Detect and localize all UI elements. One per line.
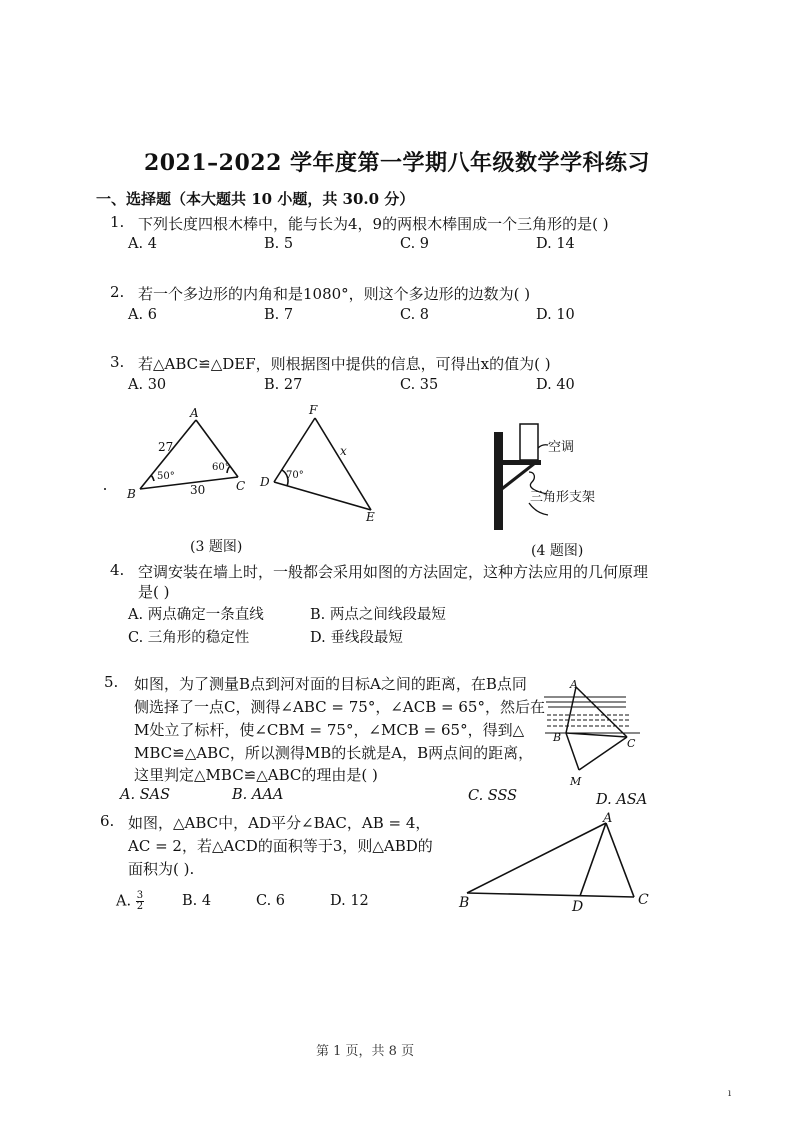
q6-line-3: 面积为( ). (128, 860, 195, 878)
triangle-def (274, 418, 371, 510)
q3-text: 若△ABC≌△DEF，则根据图中提供的信息，可得出x的值为( ) (138, 355, 551, 373)
wall (494, 432, 503, 530)
q3-option-a[interactable]: A. 30 (128, 377, 167, 393)
section-heading: 一、选择题（本大题共 10 小题，共 30.0 分） (96, 190, 415, 208)
q2-option-c[interactable]: C. 8 (400, 307, 430, 323)
angle-d-label: 70° (286, 470, 304, 481)
q1-option-b[interactable]: B. 5 (264, 236, 294, 252)
q1-option-c[interactable]: C. 9 (400, 236, 430, 252)
q1-number: 1. (110, 213, 125, 231)
q4-text-line2: 是( ) (138, 583, 170, 601)
vertex-c-label: C (236, 479, 246, 493)
q5-line-5: 这里判定△MBC≌△ABC的理由是( ) (134, 766, 378, 784)
page-footer: 第 1 页，共 8 页 (316, 1044, 415, 1059)
q5-line-2: 侧选择了一点C，测得∠ABC = 75°，∠ACB = 65°，然后在 (134, 698, 545, 716)
q1-option-d[interactable]: D. 14 (536, 236, 575, 252)
q5-option-c[interactable]: C. SSS (468, 788, 518, 804)
vertex-f-label: F (309, 403, 318, 417)
q3-option-d[interactable]: D. 40 (536, 377, 575, 393)
fig6-label-c: C (638, 892, 649, 908)
q6-option-d[interactable]: D. 12 (330, 893, 369, 909)
q3-option-c[interactable]: C. 35 (400, 377, 439, 393)
side-bc-label: 30 (190, 483, 206, 497)
q3-number: 3. (110, 353, 125, 371)
side-x-label: x (340, 444, 347, 458)
fig5-label-c: C (627, 737, 636, 750)
q5-option-a[interactable]: A. SAS (120, 787, 171, 803)
angle-c-label: 60° (212, 462, 230, 473)
bracket-shelf (503, 460, 541, 465)
q6-option-a[interactable] (116, 891, 144, 912)
angle-b-label: 50° (157, 471, 175, 482)
vertex-a-label: A (190, 406, 199, 420)
q4-option-b[interactable]: B. 两点之间线段最短 (310, 607, 446, 623)
q6-option-c[interactable]: C. 6 (256, 893, 286, 909)
fig5-label-b: B (553, 731, 562, 744)
q2-option-d[interactable]: D. 10 (536, 307, 575, 323)
air-conditioner-box (520, 424, 538, 460)
edge-mark: ı (728, 1088, 732, 1099)
figure-q4 (494, 424, 548, 530)
fig4-bracket-label: 三角形支架 (530, 490, 596, 505)
q5-option-b[interactable]: B. AAA (232, 787, 284, 803)
q4-number: 4. (110, 561, 125, 579)
fig3-caption: (3 题图) (190, 539, 243, 555)
q1-text: 下列长度四根木棒中，能与长为4，9的两根木棒围成一个三角形的是( ) (138, 215, 609, 233)
fig6-label-b: B (459, 895, 470, 911)
vertex-e-label: E (366, 510, 375, 524)
figure-q6 (467, 823, 634, 897)
vertex-b-label: B (127, 487, 136, 501)
page-title: 2021–2022 学年度第一学期八年级数学学科练习 (143, 150, 651, 176)
q5-line-1: 如图，为了测量B点到河对面的目标A之间的距离，在B点同 (134, 675, 527, 693)
fig5-label-m: M (570, 775, 582, 788)
q6-option-a-denominator: 2 (136, 901, 144, 912)
q2-text: 若一个多边形的内角和是1080°，则这个多边形的边数为( ) (138, 285, 531, 303)
q3-option-b[interactable]: B. 27 (264, 377, 303, 393)
fig4-caption: (4 题图) (531, 543, 584, 559)
q1-option-a[interactable]: A. 4 (128, 236, 157, 252)
vertex-d-label: D (260, 475, 270, 489)
q6-option-a-fraction (136, 891, 144, 912)
side-ab-label: 27 (158, 440, 174, 454)
q6-option-a-prefix: A. (116, 893, 132, 910)
fig4-ac-label: 空调 (548, 440, 575, 455)
fig6-label-d: D (572, 899, 584, 915)
q4-option-c[interactable]: C. 三角形的稳定性 (128, 630, 250, 646)
q5-option-d[interactable]: D. ASA (596, 792, 648, 808)
q6-number: 6. (100, 812, 115, 830)
q6-line-1: 如图，△ABC中，AD平分∠BAC，AB = 4， (128, 814, 431, 832)
q2-number: 2. (110, 283, 125, 301)
q6-line-2: AC = 2，若△ACD的面积等于3，则△ABD的 (128, 837, 433, 855)
fig5-label-a: A (570, 678, 578, 691)
fig6-label-a: A (603, 811, 613, 826)
q5-line-3: M处立了标杆，使∠CBM = 75°，∠MCB = 65°，得到△ (134, 721, 525, 739)
q6-option-b[interactable]: B. 4 (182, 893, 212, 909)
q2-option-a[interactable]: A. 6 (128, 307, 157, 323)
q4-option-a[interactable]: A. 两点确定一条直线 (128, 607, 264, 623)
q4-option-d[interactable]: D. 垂线段最短 (310, 630, 403, 646)
q5-number: 5. (104, 673, 119, 691)
figure-q5 (544, 687, 640, 770)
q4-text-line1: 空调安装在墙上时，一般都会采用如图的方法固定，这种方法应用的几何原理 (138, 563, 649, 581)
triangle-abc (140, 420, 238, 489)
q2-option-b[interactable]: B. 7 (264, 307, 294, 323)
q6-option-a-numerator: 3 (136, 890, 144, 901)
q5-line-4: MBC≌△ABC，所以测得MB的长就是A，B两点间的距离， (134, 744, 534, 762)
